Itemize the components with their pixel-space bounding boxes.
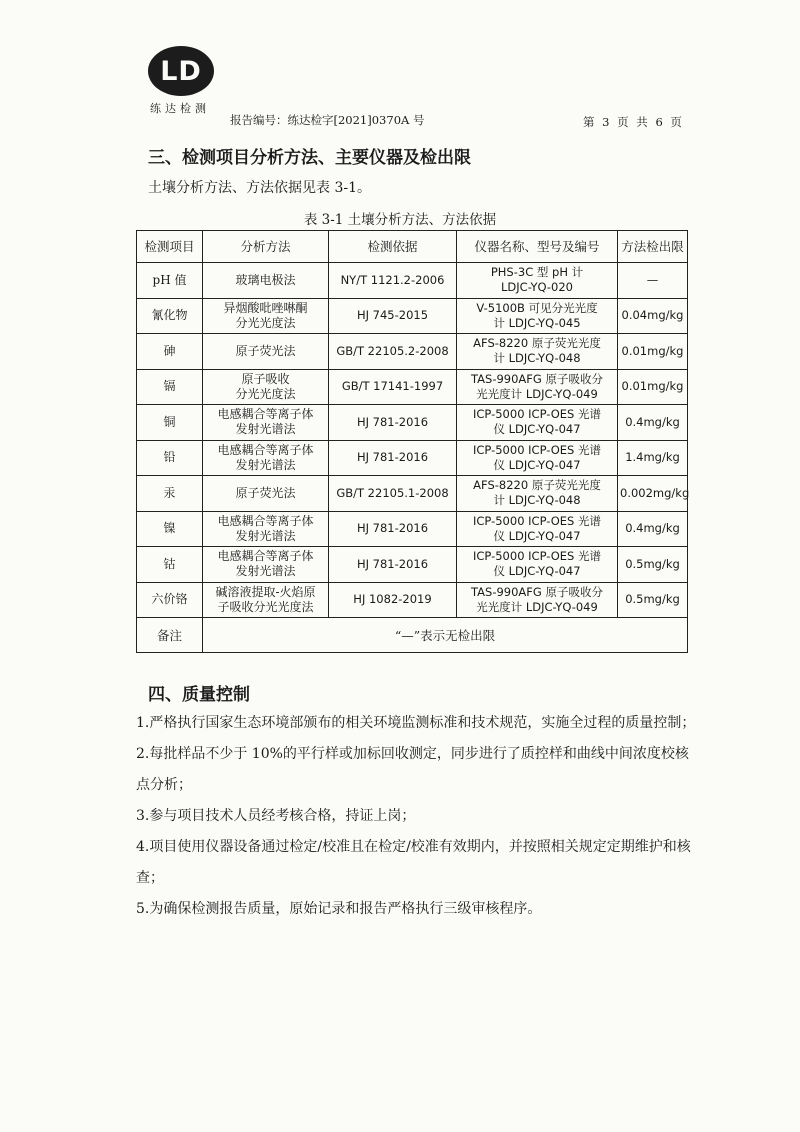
table-row xyxy=(137,298,688,334)
list-item: 3.参与项目技术人员经考核合格，持证上岗； xyxy=(136,808,416,824)
cell-limit: — xyxy=(618,263,688,299)
header-item: 检测项目 xyxy=(137,231,203,263)
cell-standard: HJ 781-2016 xyxy=(329,440,457,476)
section4-heading: 四、质量控制 xyxy=(148,685,250,705)
logo-text: 练达检测 xyxy=(150,102,210,115)
cell-method: 异烟酸吡唑啉酮 分光光度法 xyxy=(203,298,329,334)
note-label: 备注 xyxy=(137,618,203,653)
cell-instrument: ICP-5000 ICP-OES 光谱 仪 LDJC-YQ-047 xyxy=(457,440,618,476)
cell-instrument: V-5100B 可见分光光度 计 LDJC-YQ-045 xyxy=(457,298,618,334)
cell-instrument: TAS-990AFG 原子吸收分 光光度计 LDJC-YQ-049 xyxy=(457,582,618,618)
cell-item: pH 值 xyxy=(137,263,203,299)
header-limit: 方法检出限 xyxy=(618,231,688,263)
cell-item: 铅 xyxy=(137,440,203,476)
cell-method: 原子吸收 分光光度法 xyxy=(203,369,329,405)
cell-standard: HJ 781-2016 xyxy=(329,511,457,547)
quality-control-list xyxy=(136,708,696,925)
cell-instrument: TAS-990AFG 原子吸收分 光光度计 LDJC-YQ-049 xyxy=(457,369,618,405)
table-row xyxy=(137,369,688,405)
table-row xyxy=(137,405,688,441)
section3-intro: 土壤分析方法、方法依据见表 3-1。 xyxy=(148,180,371,196)
cell-standard: HJ 1082-2019 xyxy=(329,582,457,618)
cell-standard: GB/T 22105.1-2008 xyxy=(329,476,457,512)
cell-item: 砷 xyxy=(137,334,203,370)
cell-method: 电感耦合等离子体 发射光谱法 xyxy=(203,547,329,583)
cell-item: 氰化物 xyxy=(137,298,203,334)
cell-standard: HJ 781-2016 xyxy=(329,547,457,583)
cell-item: 镍 xyxy=(137,511,203,547)
cell-limit: 0.002mg/kg xyxy=(618,476,688,512)
cell-standard: HJ 781-2016 xyxy=(329,405,457,441)
cell-method: 原子荧光法 xyxy=(203,476,329,512)
cell-instrument: AFS-8220 原子荧光光度 计 LDJC-YQ-048 xyxy=(457,476,618,512)
cell-instrument: PHS-3C 型 pH 计 LDJC-YQ-020 xyxy=(457,263,618,299)
table-row xyxy=(137,511,688,547)
cell-method: 电感耦合等离子体 发射光谱法 xyxy=(203,405,329,441)
table-row xyxy=(137,263,688,299)
cell-instrument: ICP-5000 ICP-OES 光谱 仪 LDJC-YQ-047 xyxy=(457,511,618,547)
cell-limit: 0.4mg/kg xyxy=(618,511,688,547)
cell-instrument: ICP-5000 ICP-OES 光谱 仪 LDJC-YQ-047 xyxy=(457,547,618,583)
cell-standard: HJ 745-2015 xyxy=(329,298,457,334)
cell-method: 电感耦合等离子体 发射光谱法 xyxy=(203,440,329,476)
note-text: “—”表示无检出限 xyxy=(203,618,688,653)
table-caption: 表 3-1 土壤分析方法、方法依据 xyxy=(303,212,497,228)
cell-method: 电感耦合等离子体 发射光谱法 xyxy=(203,511,329,547)
header-instrument: 仪器名称、型号及编号 xyxy=(457,231,618,263)
cell-standard: GB/T 22105.2-2008 xyxy=(329,334,457,370)
cell-limit: 1.4mg/kg xyxy=(618,440,688,476)
methods-table xyxy=(136,230,688,653)
header-standard: 检测依据 xyxy=(329,231,457,263)
table-row xyxy=(137,440,688,476)
table-row xyxy=(137,582,688,618)
cell-item: 六价铬 xyxy=(137,582,203,618)
cell-standard: NY/T 1121.2-2006 xyxy=(329,263,457,299)
cell-method: 玻璃电极法 xyxy=(203,263,329,299)
table-body xyxy=(137,263,688,618)
note-row xyxy=(137,618,688,653)
cell-item: 镉 xyxy=(137,369,203,405)
list-item: 1.严格执行国家生态环境部颁布的相关环境监测标准和技术规范，实施全过程的质量控制； xyxy=(136,715,696,731)
list-item: 2.每批样品不少于 10%的平行样或加标回收测定，同步进行了质控样和曲线中间浓度校核点分析； xyxy=(136,746,689,793)
cell-instrument: ICP-5000 ICP-OES 光谱 仪 LDJC-YQ-047 xyxy=(457,405,618,441)
list-item: 5.为确保检测报告质量，原始记录和报告严格执行三级审核程序。 xyxy=(136,901,542,917)
cell-limit: 0.5mg/kg xyxy=(618,547,688,583)
cell-method: 原子荧光法 xyxy=(203,334,329,370)
report-number: 报告编号：练达检字[2021]0370A 号 xyxy=(230,113,425,127)
page-indicator: 第 3 页 共 6 页 xyxy=(583,115,682,129)
header-method: 分析方法 xyxy=(203,231,329,263)
table-header-row xyxy=(137,231,688,263)
logo-mark: LD xyxy=(148,46,214,96)
table-row xyxy=(137,334,688,370)
cell-item: 铜 xyxy=(137,405,203,441)
cell-limit: 0.01mg/kg xyxy=(618,369,688,405)
company-logo xyxy=(148,46,218,116)
cell-limit: 0.04mg/kg xyxy=(618,298,688,334)
section3-heading: 三、检测项目分析方法、主要仪器及检出限 xyxy=(148,148,471,168)
cell-limit: 0.4mg/kg xyxy=(618,405,688,441)
cell-instrument: AFS-8220 原子荧光光度 计 LDJC-YQ-048 xyxy=(457,334,618,370)
cell-standard: GB/T 17141-1997 xyxy=(329,369,457,405)
list-item: 4.项目使用仪器设备通过检定/校准且在检定/校准有效期内，并按照相关规定定期维护和核查； xyxy=(136,839,691,886)
cell-item: 汞 xyxy=(137,476,203,512)
cell-limit: 0.5mg/kg xyxy=(618,582,688,618)
table-row xyxy=(137,476,688,512)
cell-limit: 0.01mg/kg xyxy=(618,334,688,370)
table-row xyxy=(137,547,688,583)
cell-method: 碱溶液提取-火焰原 子吸收分光光度法 xyxy=(203,582,329,618)
cell-item: 钴 xyxy=(137,547,203,583)
